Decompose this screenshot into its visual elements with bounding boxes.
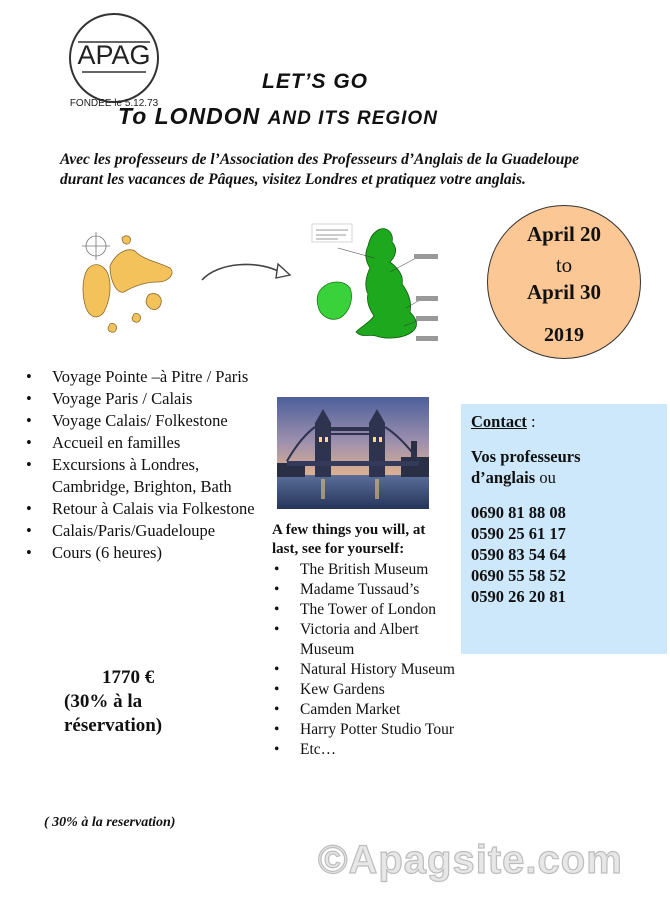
watermark: ©Apagsite.com: [318, 838, 623, 882]
sights-heading-line1: A few things you will, at: [272, 522, 426, 538]
list-item: • Excursions à Londres, Cambridge, Brighton, Bath: [22, 454, 262, 498]
contact-colon: :: [526, 412, 536, 431]
tower-bridge-photo: [277, 397, 429, 509]
list-item: • Kew Gardens: [272, 680, 457, 700]
list-item: • The Tower of London: [272, 600, 457, 620]
list-item: • Calais/Paris/Guadeloupe: [22, 520, 262, 542]
intro-line1: Avec les professeurs de l’Association des Professeurs d’Anglais de la Guadeloupe: [60, 151, 579, 168]
intro-line2: durant les vacances de Pâques, visitez Londres et pratiquez votre anglais.: [60, 171, 526, 188]
contact-line2-row: [471, 467, 657, 488]
title-line2: [118, 103, 438, 130]
title-line1: LET’S GO: [262, 70, 369, 93]
sights-list: [272, 560, 457, 760]
contact-heading-row: [471, 412, 657, 432]
list-item: • Accueil en familles: [22, 432, 262, 454]
apag-logo: [58, 6, 170, 114]
contact-heading: Contact: [471, 412, 527, 431]
price-deposit-line1: (30% à la: [64, 691, 143, 712]
list-item: • Etc…: [272, 740, 457, 760]
phone-number: 0590 25 61 17: [471, 524, 566, 543]
dates-circle: [487, 205, 641, 359]
uk-map: [308, 222, 452, 360]
contact-line1: Vos professeurs: [471, 447, 581, 466]
contact-teachers: [471, 446, 657, 488]
list-item: • Victoria and Albert Museum: [272, 620, 457, 660]
list-item: • Madame Tussaud’s: [272, 580, 457, 600]
list-item: • Voyage Pointe –à Pitre / Paris: [22, 366, 262, 388]
phone-number: 0690 55 58 52: [471, 566, 566, 585]
date-start: April 20: [526, 222, 602, 246]
logo-letters: APAG: [77, 40, 151, 70]
list-item: • Voyage Calais/ Folkestone: [22, 410, 262, 432]
itinerary-list: [22, 366, 262, 564]
list-item: • Natural History Museum: [272, 660, 457, 680]
contact-box: [461, 404, 667, 654]
title-small: AND ITS REGION: [267, 108, 438, 129]
logo-subtitle: FONDEE le 5.12.73: [69, 98, 159, 109]
price-amount: 1770 €: [102, 667, 155, 688]
list-item: • The British Museum: [272, 560, 457, 580]
list-item: • Harry Potter Studio Tour: [272, 720, 457, 740]
price-block: [64, 666, 224, 738]
curved-arrow-icon: [198, 258, 292, 284]
list-item: • Voyage Paris / Calais: [22, 388, 262, 410]
contact-line2: d’anglais: [471, 468, 536, 487]
sights-heading: [272, 521, 457, 559]
phone-list: [471, 502, 657, 607]
guadeloupe-map: [78, 230, 180, 338]
date-year: 2019: [544, 324, 584, 346]
date-to: to: [555, 253, 573, 277]
price-deposit-line2: réservation): [64, 715, 163, 736]
sights-heading-line2: last, see for yourself:: [272, 541, 405, 557]
phone-number: 0590 26 20 81: [471, 587, 566, 606]
title-main: To LONDON: [118, 103, 268, 129]
phone-number: 0590 83 54 64: [471, 545, 566, 564]
intro-text: [60, 150, 650, 190]
list-item: • Cours (6 heures): [22, 542, 262, 564]
date-end: April 30: [526, 280, 602, 304]
deposit-footnote: ( 30% à la reservation): [44, 815, 176, 830]
list-item: • Retour à Calais via Folkestone: [22, 498, 262, 520]
phone-number: 0690 81 88 08: [471, 503, 566, 522]
contact-ou: ou: [535, 468, 556, 487]
list-item: • Camden Market: [272, 700, 457, 720]
